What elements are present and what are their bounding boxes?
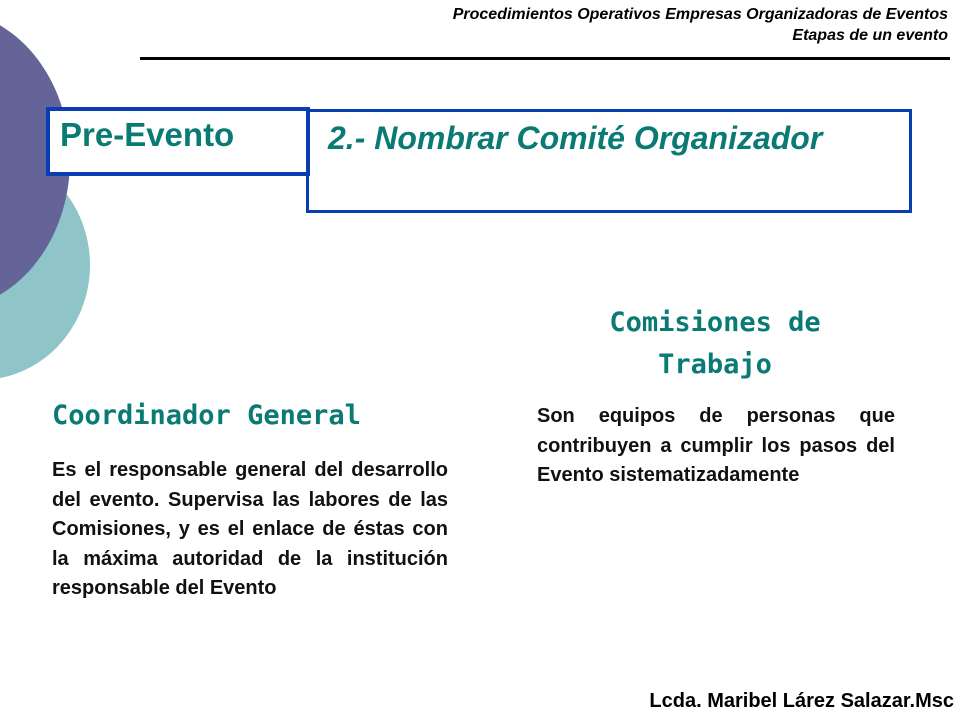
author-footer: Lcda. Maribel Lárez Salazar.Msc <box>649 690 954 712</box>
slide-title: 2.- Nombrar Comité Organizador <box>328 120 823 156</box>
coordinator-heading: Coordinador General <box>52 400 361 431</box>
header-line-2: Etapas de un evento <box>792 27 948 44</box>
commissions-description: Son equipos de personas que contribuyen a cumplir los pasos del Evento sistematizadamente <box>537 405 895 486</box>
header-divider <box>140 57 950 60</box>
commissions-heading: Comisiones de Trabajo <box>609 307 821 380</box>
slide-header <box>453 4 948 46</box>
header-line-1: Procedimientos Operativos Empresas Organizadoras de Eventos <box>452 6 948 23</box>
phase-label: Pre-Evento <box>60 116 235 153</box>
coordinator-description: Es el responsable general del desarrollo del evento. Supervisa las labores de las Comisiones, y es el enlace de éstas con la máxima autoridad de la institución responsable del Evento <box>52 459 448 599</box>
